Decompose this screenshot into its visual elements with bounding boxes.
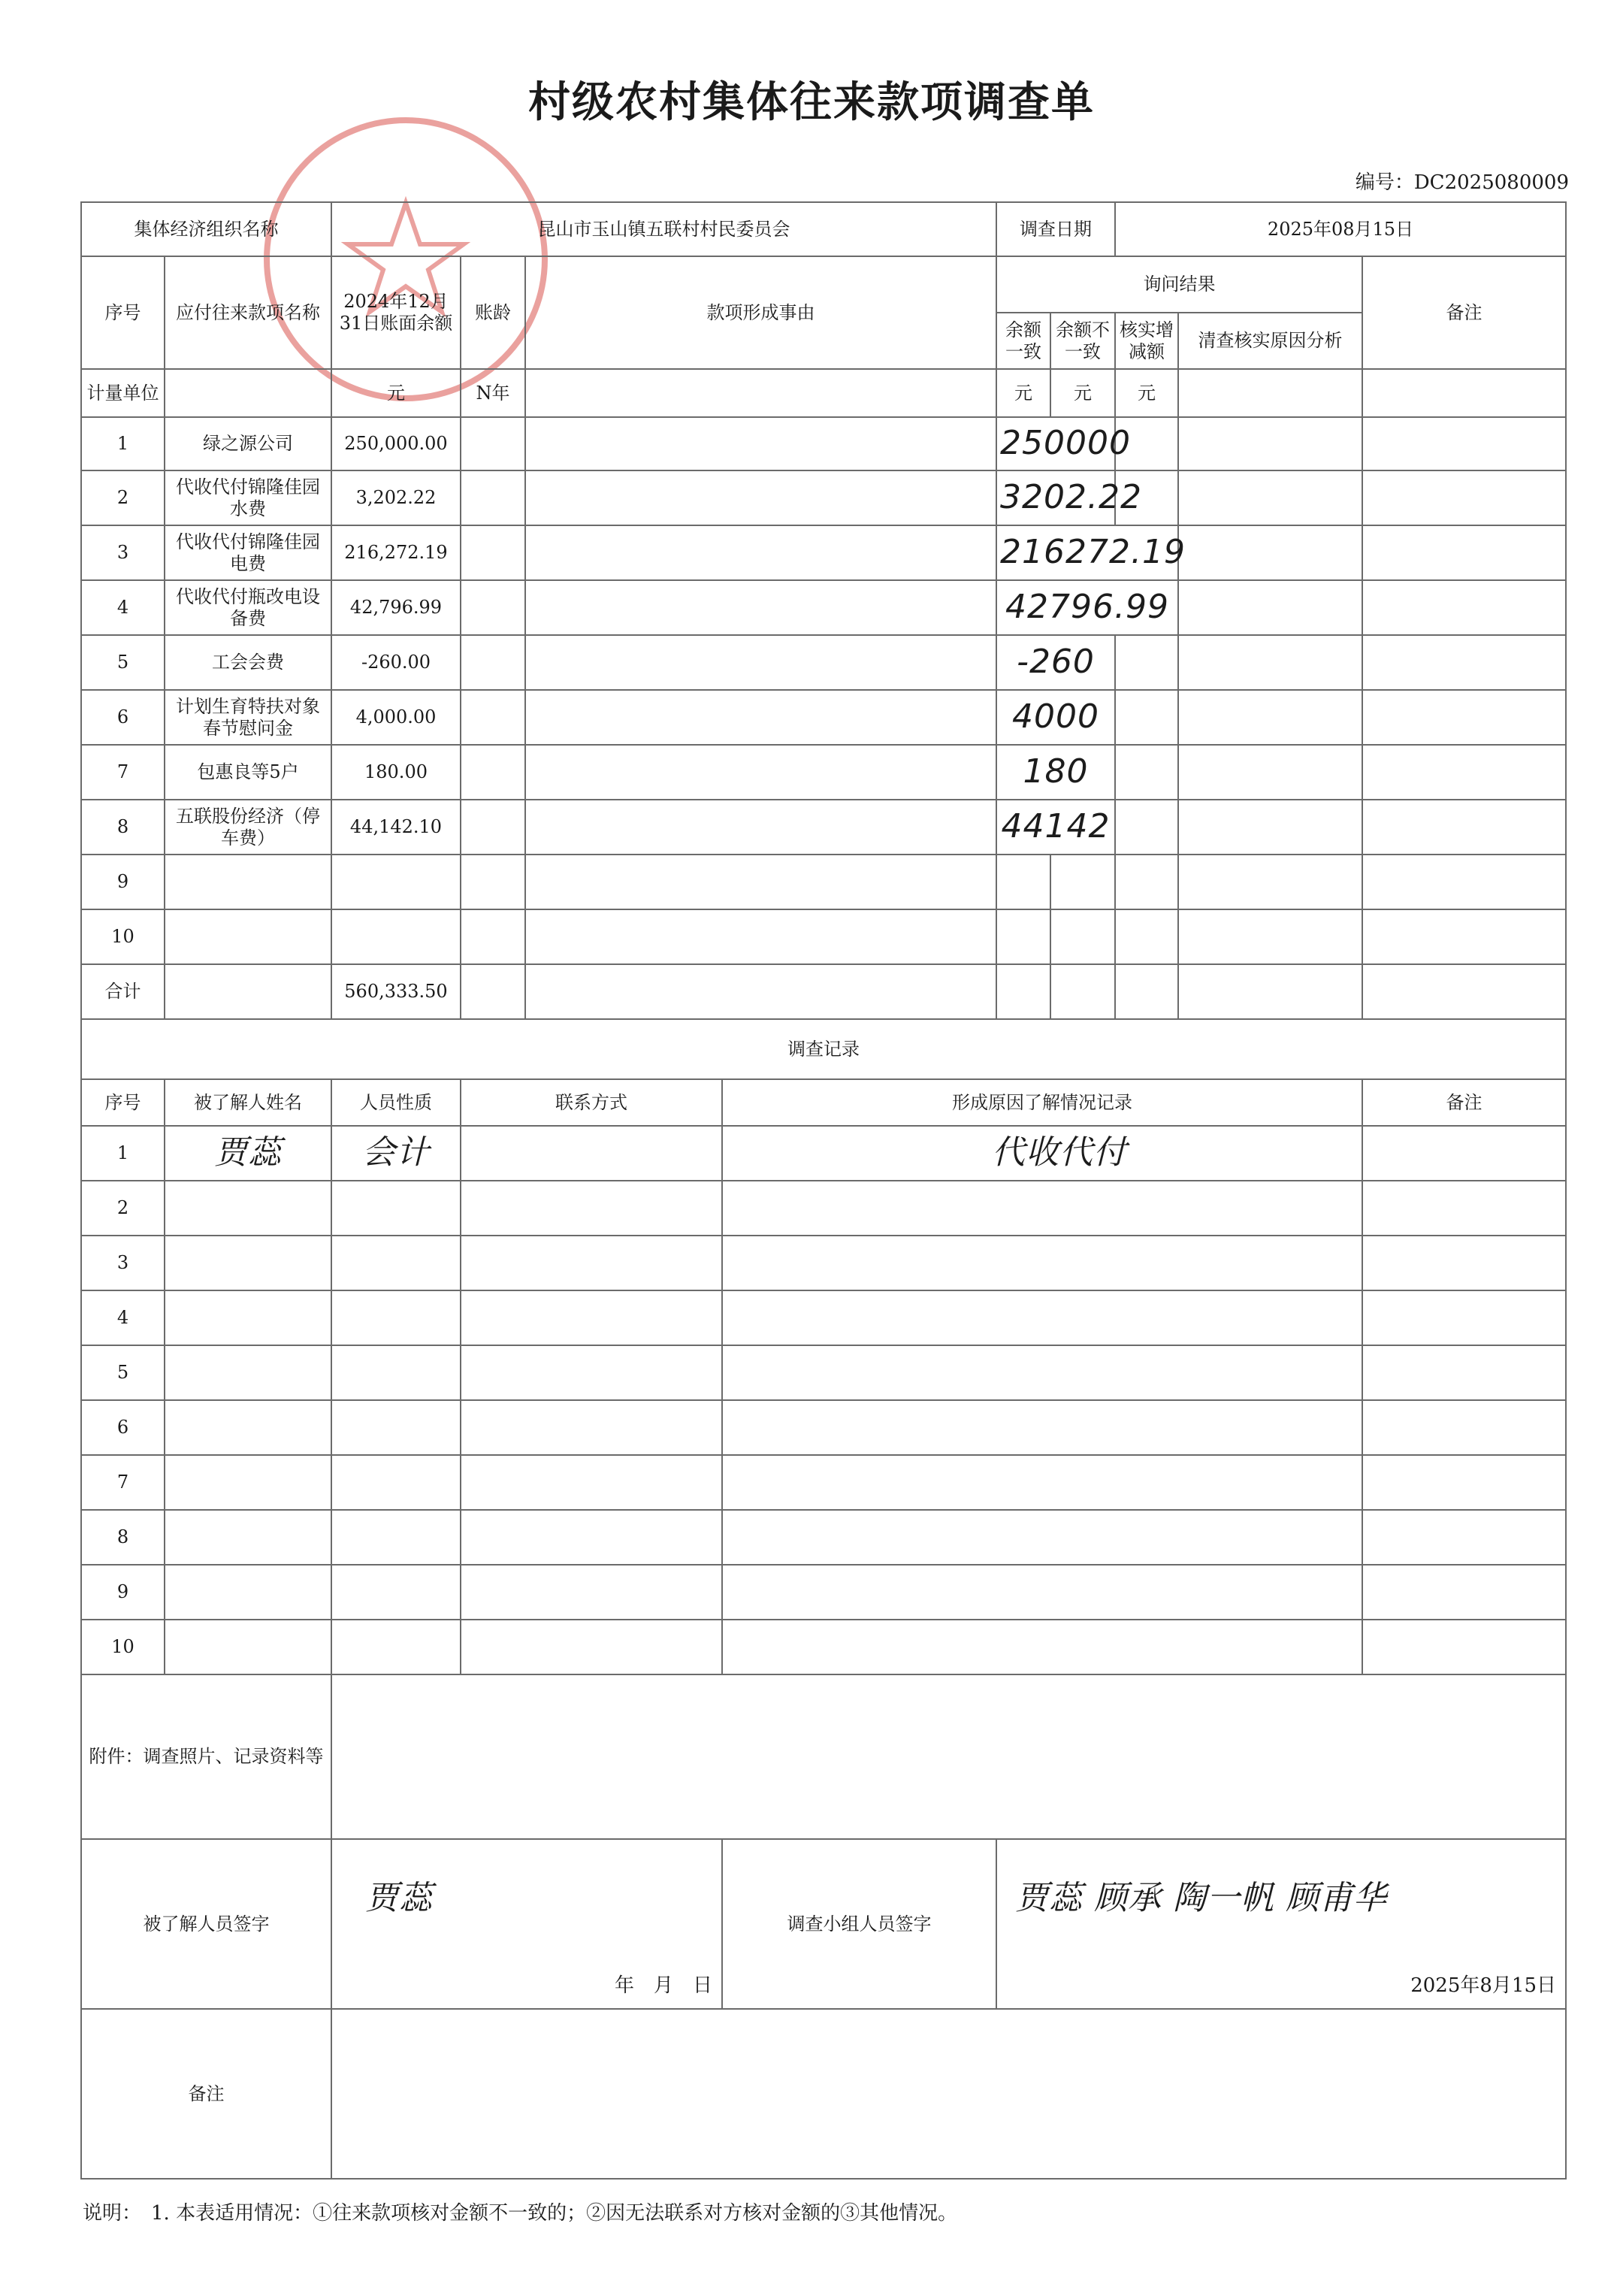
col-verified: 核实增减额 bbox=[1115, 313, 1178, 369]
survey-date-value: 2025年08月15日 bbox=[1115, 202, 1566, 256]
record-role: 会计 bbox=[362, 1133, 430, 1172]
row-seq: 3 bbox=[81, 525, 165, 580]
row-name: 包惠良等5户 bbox=[165, 745, 331, 800]
record-col-person: 被了解人姓名 bbox=[165, 1079, 331, 1126]
record-row bbox=[81, 1290, 1566, 1345]
handwritten-amount: 216272.19 bbox=[1000, 533, 1186, 572]
team-signature: 贾蕊 顾承 陶一帆 顾甫华 bbox=[1015, 1879, 1387, 1917]
record-col-remark: 备注 bbox=[1362, 1079, 1566, 1126]
attachment-label: 附件：调查照片、记录资料等 bbox=[81, 1674, 331, 1839]
interviewee-signature: 贾蕊 bbox=[365, 1879, 433, 1917]
row-balance: 180.00 bbox=[331, 745, 461, 800]
record-seq: 9 bbox=[81, 1565, 165, 1620]
row-name: 计划生育特扶对象春节慰问金 bbox=[165, 690, 331, 745]
table-row bbox=[81, 745, 1566, 800]
interviewee-sign-date: 年 月 日 bbox=[614, 1974, 712, 1997]
total-balance: 560,333.50 bbox=[331, 964, 461, 1019]
record-row bbox=[81, 1345, 1566, 1400]
row-balance: -260.00 bbox=[331, 635, 461, 690]
col-age: 账龄 bbox=[461, 256, 525, 369]
unit-mismatch: 元 bbox=[1050, 369, 1115, 417]
col-inquiry: 询问结果 bbox=[996, 256, 1362, 313]
record-row bbox=[81, 1565, 1566, 1620]
record-seq: 3 bbox=[81, 1236, 165, 1290]
record-row bbox=[81, 1620, 1566, 1674]
row-name: 代收代付瓶改电设备费 bbox=[165, 580, 331, 635]
table-row bbox=[81, 800, 1566, 855]
footnote: 说明： 1. 本表适用情况：①往来款项核对金额不一致的；②因无法联系对方核对金额的③其他情况。 bbox=[83, 2202, 958, 2225]
record-title: 调查记录 bbox=[81, 1019, 1566, 1079]
row-balance: 42,796.99 bbox=[331, 580, 461, 635]
row-seq: 6 bbox=[81, 690, 165, 745]
row-balance: 250,000.00 bbox=[331, 417, 461, 470]
row-balance: 4,000.00 bbox=[331, 690, 461, 745]
col-balance: 2024年12月31日账面余额 bbox=[331, 256, 461, 369]
record-col-seq: 序号 bbox=[81, 1079, 165, 1126]
handwritten-amount: 180 bbox=[1023, 752, 1089, 791]
team-sign-date: 2025年8月15日 bbox=[1410, 1974, 1557, 1997]
record-seq: 10 bbox=[81, 1620, 165, 1674]
row-name: 五联股份经济（停车费） bbox=[165, 800, 331, 855]
row-seq: 5 bbox=[81, 635, 165, 690]
document-number: 编号：DC2025080009 bbox=[1355, 171, 1569, 194]
record-seq: 6 bbox=[81, 1400, 165, 1455]
unit-label: 计量单位 bbox=[81, 369, 165, 417]
table-row bbox=[81, 417, 1566, 470]
record-row bbox=[81, 1455, 1566, 1510]
row-seq: 4 bbox=[81, 580, 165, 635]
row-seq: 10 bbox=[81, 909, 165, 964]
row-name: 绿之源公司 bbox=[165, 417, 331, 470]
row-seq: 9 bbox=[81, 855, 165, 909]
record-col-contact: 联系方式 bbox=[461, 1079, 722, 1126]
interviewee-sign-area bbox=[331, 1839, 722, 2009]
table-row bbox=[81, 525, 1566, 580]
attachment-area bbox=[331, 1674, 1566, 1839]
team-sign-area bbox=[996, 1839, 1566, 2009]
record-seq: 8 bbox=[81, 1510, 165, 1565]
row-name: 代收代付锦隆佳园水费 bbox=[165, 470, 331, 525]
col-mismatch: 余额不一致 bbox=[1050, 313, 1115, 369]
handwritten-amount: 44142 bbox=[1001, 807, 1111, 846]
col-remark: 备注 bbox=[1362, 256, 1566, 369]
org-name-value: 昆山市玉山镇五联村村民委员会 bbox=[331, 202, 996, 256]
table-row bbox=[81, 580, 1566, 635]
handwritten-amount: 4000 bbox=[1012, 697, 1099, 737]
col-cause: 款项形成事由 bbox=[525, 256, 996, 369]
col-seq: 序号 bbox=[81, 256, 165, 369]
record-contact bbox=[461, 1126, 722, 1181]
team-sign-label: 调查小组人员签字 bbox=[722, 1839, 996, 2009]
record-seq: 7 bbox=[81, 1455, 165, 1510]
total-label: 合计 bbox=[81, 964, 165, 1019]
remark-label: 备注 bbox=[81, 2009, 331, 2179]
record-row bbox=[81, 1181, 1566, 1236]
unit-verified: 元 bbox=[1115, 369, 1178, 417]
handwritten-amount: -260 bbox=[1017, 643, 1095, 682]
total-row bbox=[81, 964, 1566, 1019]
record-seq: 5 bbox=[81, 1345, 165, 1400]
row-name: 工会会费 bbox=[165, 635, 331, 690]
col-analysis: 清查核实原因分析 bbox=[1178, 313, 1362, 369]
record-row bbox=[81, 1510, 1566, 1565]
org-name-label: 集体经济组织名称 bbox=[81, 202, 331, 256]
document-title: 村级农村集体往来款项调查单 bbox=[528, 77, 1095, 127]
investigation-form bbox=[80, 201, 1567, 2180]
row-seq: 2 bbox=[81, 470, 165, 525]
table-row bbox=[81, 470, 1566, 525]
handwritten-amount: 250000 bbox=[1000, 424, 1131, 463]
interviewee-sign-label: 被了解人员签字 bbox=[81, 1839, 331, 2009]
record-row bbox=[81, 1400, 1566, 1455]
row-seq: 7 bbox=[81, 745, 165, 800]
table-row bbox=[81, 909, 1566, 964]
unit-match: 元 bbox=[996, 369, 1050, 417]
unit-balance: 元 bbox=[331, 369, 461, 417]
record-seq: 2 bbox=[81, 1181, 165, 1236]
record-col-role: 人员性质 bbox=[331, 1079, 461, 1126]
row-balance: 3,202.22 bbox=[331, 470, 461, 525]
row-seq: 8 bbox=[81, 800, 165, 855]
table-row bbox=[81, 690, 1566, 745]
record-seq: 1 bbox=[81, 1126, 165, 1181]
record-person: 贾蕊 bbox=[214, 1133, 282, 1172]
unit-age: N年 bbox=[461, 369, 525, 417]
record-col-detail: 形成原因了解情况记录 bbox=[722, 1079, 1362, 1126]
col-match: 余额一致 bbox=[996, 313, 1050, 369]
row-balance: 216,272.19 bbox=[331, 525, 461, 580]
handwritten-amount: 3202.22 bbox=[1000, 478, 1142, 517]
table-row bbox=[81, 635, 1566, 690]
survey-date-label: 调查日期 bbox=[996, 202, 1115, 256]
table-row bbox=[81, 855, 1566, 909]
row-name: 代收代付锦隆佳园电费 bbox=[165, 525, 331, 580]
handwritten-amount: 42796.99 bbox=[1005, 588, 1169, 627]
col-name: 应付往来款项名称 bbox=[165, 256, 331, 369]
record-seq: 4 bbox=[81, 1290, 165, 1345]
record-detail: 代收代付 bbox=[992, 1133, 1127, 1172]
record-row bbox=[81, 1236, 1566, 1290]
record-row bbox=[81, 1126, 1566, 1181]
row-seq: 1 bbox=[81, 417, 165, 470]
remark-area bbox=[331, 2009, 1566, 2179]
row-balance: 44,142.10 bbox=[331, 800, 461, 855]
